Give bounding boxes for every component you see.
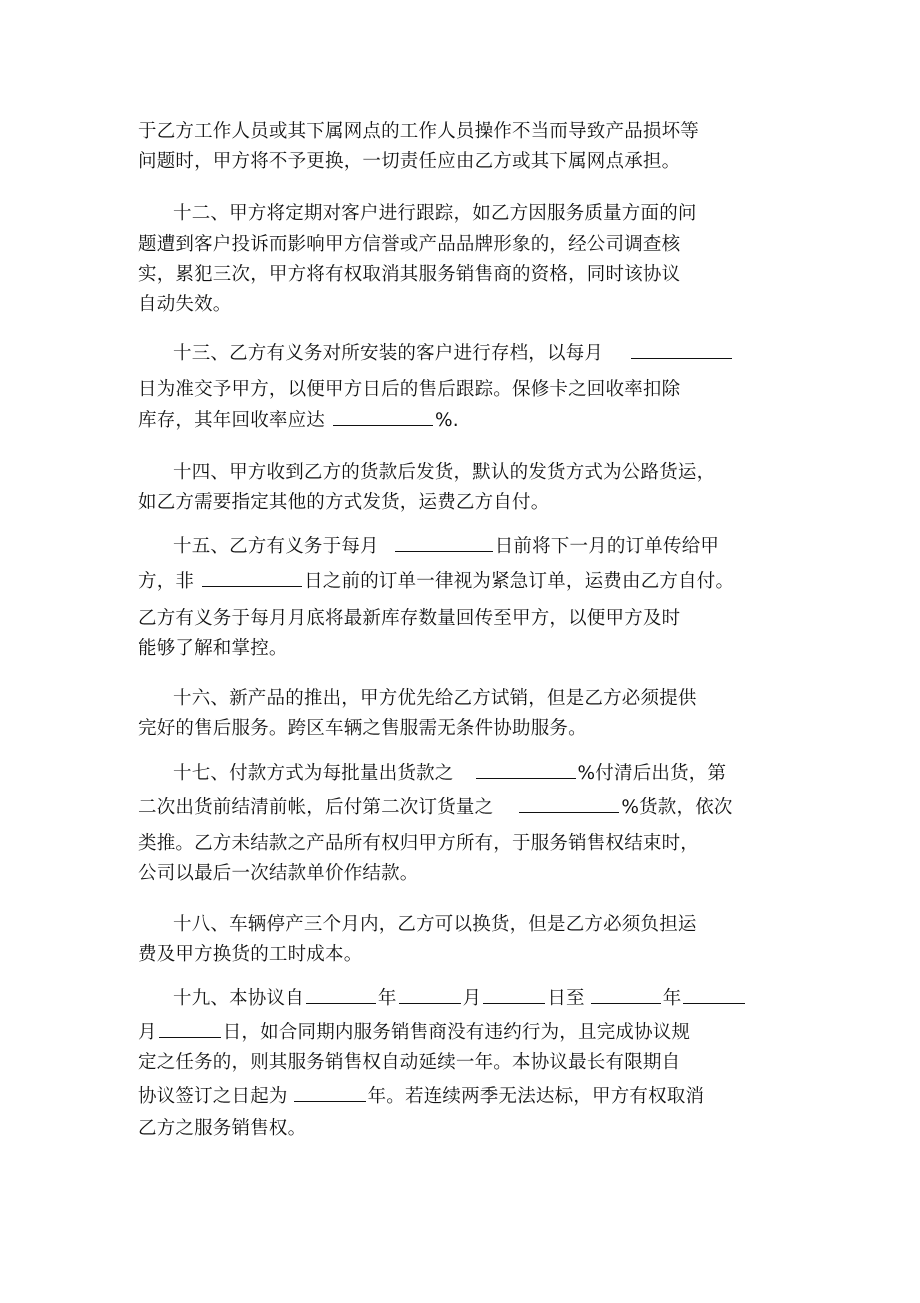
text-line (138, 409, 459, 433)
text-span: 十二、甲方将定期对客户进行跟踪，如乙方因服务质量方面的问 (173, 203, 697, 224)
text-line (138, 637, 288, 661)
text-line (138, 293, 232, 317)
fill-blank (631, 342, 732, 359)
text-span: 日之前的订单一律视为紧急订单，运费由乙方自付。 (304, 571, 735, 592)
text-line (138, 832, 699, 856)
fill-blank (306, 987, 376, 1004)
fill-blank (591, 987, 661, 1004)
text-line (138, 491, 549, 515)
text-span: 于乙方工作人员或其下属网点的工作人员操作不当而导致产品损坏等 (138, 121, 700, 142)
clause-17-line (173, 762, 726, 786)
text-span: 日为准交予甲方，以便甲方日后的售后跟踪。保修卡之回收率扣除 (138, 379, 681, 400)
text-span: 公司以最后一次结款单价作结款。 (138, 863, 419, 884)
clause-14-line (173, 461, 715, 485)
text-span: 如乙方需要指定其他的方式发货，运费乙方自付。 (138, 492, 550, 513)
text-span: 方，非 (138, 571, 195, 592)
clause-19-line (173, 987, 747, 1011)
text-line (138, 233, 680, 257)
text-line (138, 1085, 704, 1109)
text-span: %付清后出货，第 (577, 763, 727, 784)
text-span: 实，累犯三次，甲方将有权取消其服务销售商的资格，同时该协议 (138, 264, 681, 285)
text-span: 十九、本协议自 (173, 988, 304, 1009)
text-span: 乙方有义务于每月月底将最新库存数量回传至甲方，以便甲方及时 (138, 608, 681, 629)
text-line (138, 1117, 306, 1141)
text-span: 问题时，甲方将不予更换，一切责任应由乙方或其下属网点承担。 (138, 151, 681, 172)
text-line (138, 120, 699, 144)
fill-blank (519, 796, 619, 813)
text-line (138, 263, 680, 287)
text-span: 十八、车辆停产三个月内，乙方可以换货，但是乙方必须负担运 (173, 914, 697, 935)
text-span: 月 (138, 1022, 157, 1043)
clause-12-line (173, 202, 697, 226)
fill-blank (294, 1085, 366, 1102)
text-line (138, 796, 733, 820)
text-line (138, 570, 734, 594)
text-span: 日至 (547, 988, 585, 1009)
text-span: 类推。乙方未结款之产品所有权归甲方所有，于服务销售权结束时， (138, 833, 700, 854)
text-span: 年 (377, 988, 397, 1009)
clause-13-line (173, 342, 734, 366)
text-span: 十四、甲方收到乙方的货款后发货，默认的发货方式为公路货运， (173, 462, 716, 483)
text-span: 十六、新产品的推出，甲方优先给乙方试销，但是乙方必须提供 (173, 688, 697, 709)
text-span: 十五、乙方有义务于每月 (173, 536, 379, 557)
text-line (138, 1051, 680, 1075)
text-span: 日前将下一月的订单传给甲 (494, 536, 720, 557)
text-span: 题遭到客户投诉而影响甲方信誉或产品品牌形象的，经公司调查核 (138, 234, 681, 255)
text-span: 十三、乙方有义务对所安装的客户进行存档，以每月 (173, 343, 604, 364)
clause-15-line (173, 535, 719, 559)
fill-blank (333, 409, 433, 426)
text-span: %. (435, 410, 459, 431)
text-span: %货款，依次 (621, 797, 733, 818)
clause-18-line (173, 913, 697, 937)
text-line (138, 150, 680, 174)
text-span: 自动失效。 (138, 294, 232, 315)
text-span: 能够了解和掌控。 (138, 638, 288, 659)
text-span: 定之任务的，则其服务销售权自动延续一年。本协议最长有限期自 (138, 1052, 681, 1073)
fill-blank (395, 535, 493, 552)
fill-blank (399, 987, 461, 1004)
text-span: 完好的售后服务。跨区车辆之售服需无条件协助服务。 (138, 718, 587, 739)
text-span: 二次出货前结清前帐，后付第二次订货量之 (138, 797, 494, 818)
text-line (138, 943, 362, 967)
text-span: 十七、付款方式为每批量出货款之 (173, 763, 454, 784)
fill-blank (483, 987, 545, 1004)
text-line (138, 717, 587, 741)
text-span: 月 (462, 988, 482, 1009)
text-span: 协议签订之日起为 (138, 1086, 288, 1107)
text-span: 日，如合同期内服务销售商没有违约行为，且完成协议规 (222, 1022, 691, 1043)
fill-blank (159, 1021, 221, 1038)
text-line (138, 862, 419, 886)
fill-blank (683, 987, 745, 1004)
text-span: 年。若连续两季无法达标，甲方有权取消 (367, 1086, 705, 1107)
text-line (138, 607, 680, 631)
text-line (138, 378, 680, 402)
text-span: 费及甲方换货的工时成本。 (138, 944, 363, 965)
fill-blank (202, 570, 302, 587)
text-span: 库存，其年回收率应达 (138, 410, 326, 431)
fill-blank (476, 762, 576, 779)
text-span: 年 (662, 988, 682, 1009)
clause-16-line (173, 687, 697, 711)
text-span: 乙方之服务销售权。 (138, 1118, 307, 1139)
text-line (138, 1021, 690, 1045)
